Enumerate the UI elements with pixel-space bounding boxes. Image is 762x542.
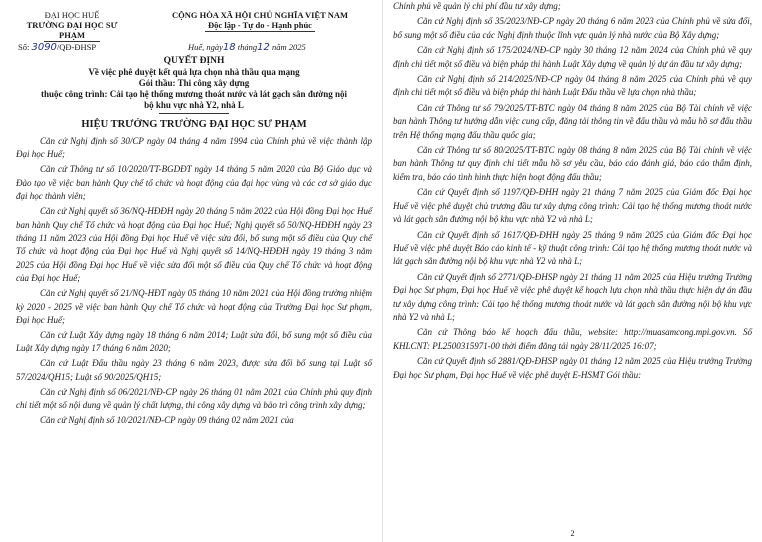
document-date [188, 42, 306, 53]
legal-basis-paragraph: Căn cứ Thông tư số 80/2025/TT-BTC ngày 08 tháng 8 năm 2025 của Bộ Tài chính về việc ban hành Thông tư quy định chi tiết mẫu hồ sơ yêu cầu, báo cáo đánh giá, báo cáo thẩm định, kiểm tra, báo cáo tình hình thực hiện hoạt động đấu thầu; [393, 145, 752, 182]
legal-basis-paragraph: Căn cứ Nghị quyết số 21/NQ-HĐT ngày 05 tháng 10 năm 2021 của Hội đồng trường nhiệm kỳ 2020 - 2025 về việc ban hành Quy chế Tổ chức và hoạt động của Trường Đại học Sư phạm, Đại học Huế; [16, 288, 372, 326]
legal-basis-paragraph: Căn cứ Thông báo kế hoạch đấu thầu, website: http://muasamcong.mpi.gov.vn. Số KHLCNT: PL2500315971-00 thời điểm đăng tải ngày 28/11/2025 16:07; [393, 327, 752, 351]
subject-line-4: bộ khu vực nhà Y2, nhà L [144, 100, 244, 110]
subject-line-3: thuộc công trình: Cải tạo hệ thống mương thoát nước và lát gạch sân đường nội [41, 89, 347, 99]
legal-basis-paragraph: Căn cứ Nghị quyết số 36/NQ-HĐĐH ngày 20 tháng 5 năm 2022 của Hội đồng Đại học Huế ban hành Quy chế Tổ chức và hoạt động của Đại học Huế; Nghị quyết số 50/NQ-HĐĐH ngày 23 tháng 11 năm 2023 của Hội đồng Đại học Huế về việc sửa đổi, bổ sung một số điều của Quy chế Tổ chức và hoạt động của Đại học Huế và Nghị quyết số 14/NQ-HĐĐH ngày 19 tháng 3 năm 2025 của Hội đồng Đại học Huế về việc sửa đổi một số điều của Quy chế Tổ chức và hoạt động của Đại học Huế; [16, 206, 372, 284]
decision-title: QUYẾT ĐỊNH [163, 56, 225, 66]
national-motto: Độc lập - Tự do - Hạnh phúc [208, 20, 312, 30]
date-year: năm 2025 [272, 42, 306, 52]
handwritten-month: 12 [257, 42, 270, 53]
legal-basis-paragraph: Căn cứ Nghị định số 214/2025/NĐ-CP ngày 04 tháng 8 năm 2025 của Chính phủ về quy định chi tiết một số điều và biện pháp thi hành Luật Đấu thầu về lựa chọn nhà thầu; [393, 74, 752, 98]
legal-basis-paragraph: Căn cứ Luật Xây dựng ngày 18 tháng 6 năm 2014; Luật sửa đổi, bổ sung một số điều của Luật Xây dựng ngày 17 tháng 6 năm 2020; [16, 330, 372, 354]
number-prefix: Số: [18, 42, 30, 52]
issuer-title: HIỆU TRƯỞNG TRƯỜNG ĐẠI HỌC SƯ PHẠM [81, 119, 307, 130]
subject-line-2: Gói thầu: Thi công xây dựng [138, 78, 250, 88]
document-header [16, 6, 372, 53]
continued-line: Chính phủ về quản lý chi phí đầu tư xây dựng; [393, 1, 561, 11]
motto-underline [205, 31, 315, 32]
legal-basis-paragraph: Căn cứ Quyết định số 2771/QĐ-ĐHSP ngày 21 tháng 11 năm 2025 của Hiệu trưởng Trường Đại học Sư phạm, Đại học Huế về việc phê duyệt kế hoạch lựa chọn nhà thầu thực hiện dự án đầu tư xây dựng công trình: Cải tạo hệ thống mương thoát nước và lát gạch sân đường nội bộ khu vực nhà Y2 và nhà L; [393, 271, 752, 322]
document-number [18, 42, 96, 53]
legal-basis-paragraph: Căn cứ Nghị định số 35/2023/NĐ-CP ngày 20 tháng 6 năm 2023 của Chính phủ về sửa đổi, bổ sung một số điều của các Nghị định thuộc lĩnh vực quản lý nhà nước của Bộ Xây dựng; [393, 16, 752, 40]
legal-basis-paragraph: Căn cứ Luật Đấu thầu ngày 23 tháng 6 năm 2023, được sửa đổi bổ sung tại Luật số 57/2024/QH15; Luật số 90/2025/QH15; [16, 358, 372, 382]
legal-basis-paragraph: Căn cứ Quyết định số 1197/QĐ-ĐHH ngày 21 tháng 7 năm 2025 của Giám đốc Đại học Huế về việc phê duyệt chủ trương đầu tư xây dựng công trình: Cải tạo hệ thống mương thoát nước và lát gạch sân đường nội bộ khu vực nhà Y2 và nhà L; [393, 187, 752, 225]
legal-basis-paragraph: Căn cứ Thông tư số 10/2020/TT-BGDĐT ngày 14 tháng 5 năm 2020 của Bộ Giáo dục và Đào tạo về việc ban hành Quy chế tổ chức và hoạt động của đại học vùng và các cơ sở giáo dục đại học thành viên; [16, 164, 372, 202]
page-number: 2 [570, 529, 575, 538]
legal-basis-paragraph: Căn cứ Quyết định số 1617/QĐ-ĐHH ngày 25 tháng 9 năm 2025 của Giám đốc Đại học Huế về việc phê duyệt Báo cáo kinh tế - kỹ thuật công trình: Cải tạo hệ thống mương thoát nước và lát gạch sân đường nội bộ khu vực nhà Y2 và nhà L; [393, 229, 752, 267]
legal-basis-paragraph: Căn cứ Thông tư số 79/2025/TT-BTC ngày 04 tháng 8 năm 2025 của Bộ Tài chính về việc ban hành Thông tư hướng dẫn việc cung cấp, đăng tải thông tin về đấu thầu và mẫu hồ sơ đấu thầu trên Hệ thống mạng đấu thầu quốc gia; [393, 102, 752, 140]
number-suffix: /QĐ-ĐHSP [56, 42, 97, 52]
legal-basis-paragraph: Căn cứ Nghị định số 06/2021/NĐ-CP ngày 26 tháng 01 năm 2021 của Chính phủ quy định chi tiết một số nội dung về quản lý chất lượng, thi công xây dựng và bảo trì công trình xây dựng; [16, 386, 372, 411]
legal-basis-list [16, 135, 372, 428]
handwritten-number: 3090 [31, 42, 57, 53]
issuing-agency [20, 10, 124, 42]
subject-line-1: Về việc phê duyệt kết quả lựa chọn nhà thầu qua mạng [88, 67, 300, 77]
legal-basis-paragraph: Căn cứ Nghị định số 30/CP ngày 04 tháng 4 năm 1994 của Chính phủ về việc thành lập Đại học Huế; [16, 136, 372, 160]
legal-basis-list-continued [393, 0, 752, 382]
legal-basis-paragraph: Căn cứ Quyết định số 2881/QĐ-ĐHSP ngày 01 tháng 12 năm 2025 của Hiệu trưởng Trường Đại học Sư phạm, Đại học Huế về việc phê duyệt E-HSMT Gói thầu: [393, 356, 752, 380]
national-title [158, 10, 362, 32]
legal-basis-paragraph: Căn cứ Nghị định số 175/2024/NĐ-CP ngày 30 tháng 12 năm 2024 của Chính phủ về quy định chi tiết một số điều và biện pháp thi hành Luật Xây dựng về quản lý dự án đầu tư xây dựng; [393, 45, 752, 69]
legal-basis-paragraph: Căn cứ Nghị định số 10/2021/NĐ-CP ngày 09 tháng 02 năm 2021 của [40, 415, 294, 426]
date-place: Huế, ngày [188, 42, 223, 52]
agency-line-1: ĐẠI HỌC HUẾ [44, 10, 100, 20]
document-page-2 [382, 0, 762, 542]
handwritten-day: 18 [222, 42, 236, 53]
republic-name: CỘNG HÒA XÃ HỘI CHỦ NGHĨA VIỆT NAM [171, 10, 349, 20]
subject-underline [159, 113, 229, 114]
date-month-label: tháng [237, 42, 258, 52]
agency-line-2: TRƯỜNG ĐẠI HỌC SƯ PHẠM [26, 20, 118, 40]
